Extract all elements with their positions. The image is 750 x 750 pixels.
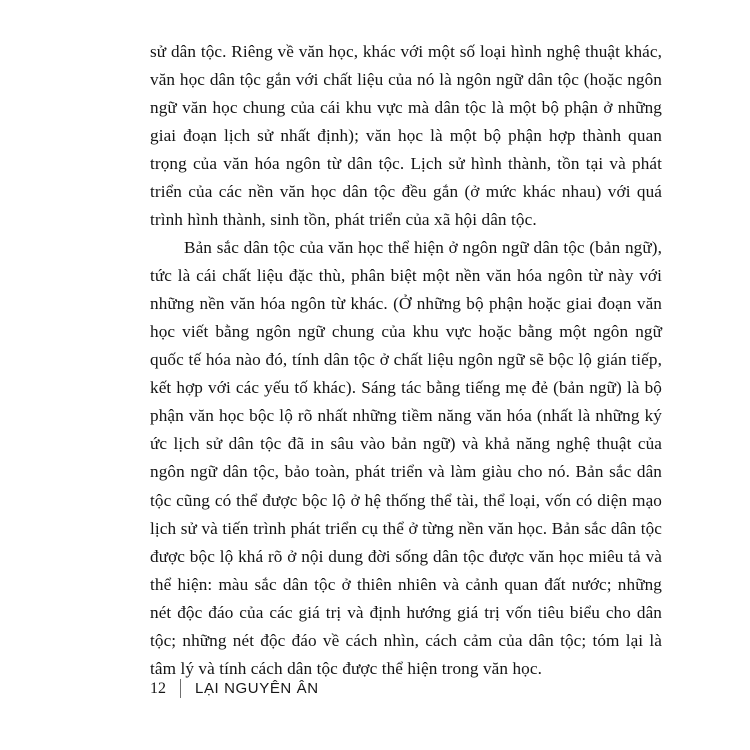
paragraph: Bản sắc dân tộc của văn học thể hiện ở ngôn ngữ dân tộc (bản ngữ), tức là cái chất liệu đặc thù, phân biệt một nền văn hóa ngôn từ này với những nền văn hóa ngôn từ khác. (Ở những bộ phận hoặc giai đoạn văn học viết bằng ngôn ngữ chung của khu vực hoặc bằng một ngôn ngữ quốc tế hóa nào đó, tính dân tộc ở chất liệu ngôn ngữ sẽ bộc lộ gián tiếp, kết hợp với các yếu tố khác). Sáng tác bằng tiếng mẹ đẻ (bản ngữ) là bộ phận văn học bộc lộ rõ nhất những tiềm năng văn hóa (nhất là những ký ức lịch sử dân tộc đã in sâu vào bản ngữ) và khả năng nghệ thuật của ngôn ngữ dân tộc, bảo toàn, phát triển và làm giàu cho nó. Bản sắc dân tộc cũng có thể được bộc lộ ở hệ thống thể tài, thể loại, vốn có diện mạo lịch sử và tiến trình phát triển cụ thể ở từng nền văn học. Bản sắc dân tộc được bộc lộ khá rõ ở nội dung đời sống dân tộc được văn học miêu tả và thể hiện: màu sắc dân tộc ở thiên nhiên và cảnh quan đất nước; những nét độc đáo của các giá trị và định hướng giá trị vốn tiêu biểu cho dân tộc; những nét độc đáo về cách nhìn, cách cảm của dân tộc; tóm lại là tâm lý và tính cách dân tộc được thể hiện trong văn học. bbox=[150, 238, 662, 678]
page-body bbox=[150, 38, 662, 683]
page-number: 12 bbox=[150, 679, 166, 697]
paragraph: sử dân tộc. Riêng về văn học, khác với một số loại hình nghệ thuật khác, văn học dân tộc gắn với chất liệu của nó là ngôn ngữ dân tộc (hoặc ngôn ngữ văn học chung của cái khu vực mà dân tộc là một bộ phận ở những giai đoạn lịch sử nhất định); văn học là một bộ phận hợp thành quan trọng của văn hóa ngôn từ dân tộc. Lịch sử hình thành, tồn tại và phát triển của các nền văn học dân tộc đều gắn (ở mức khác nhau) với quá trình hình thành, sinh tồn, phát triển của xã hội dân tộc. bbox=[150, 42, 662, 230]
footer-divider bbox=[180, 679, 181, 698]
page-footer bbox=[150, 679, 319, 698]
running-head: LẠI NGUYÊN ÂN bbox=[195, 680, 319, 697]
